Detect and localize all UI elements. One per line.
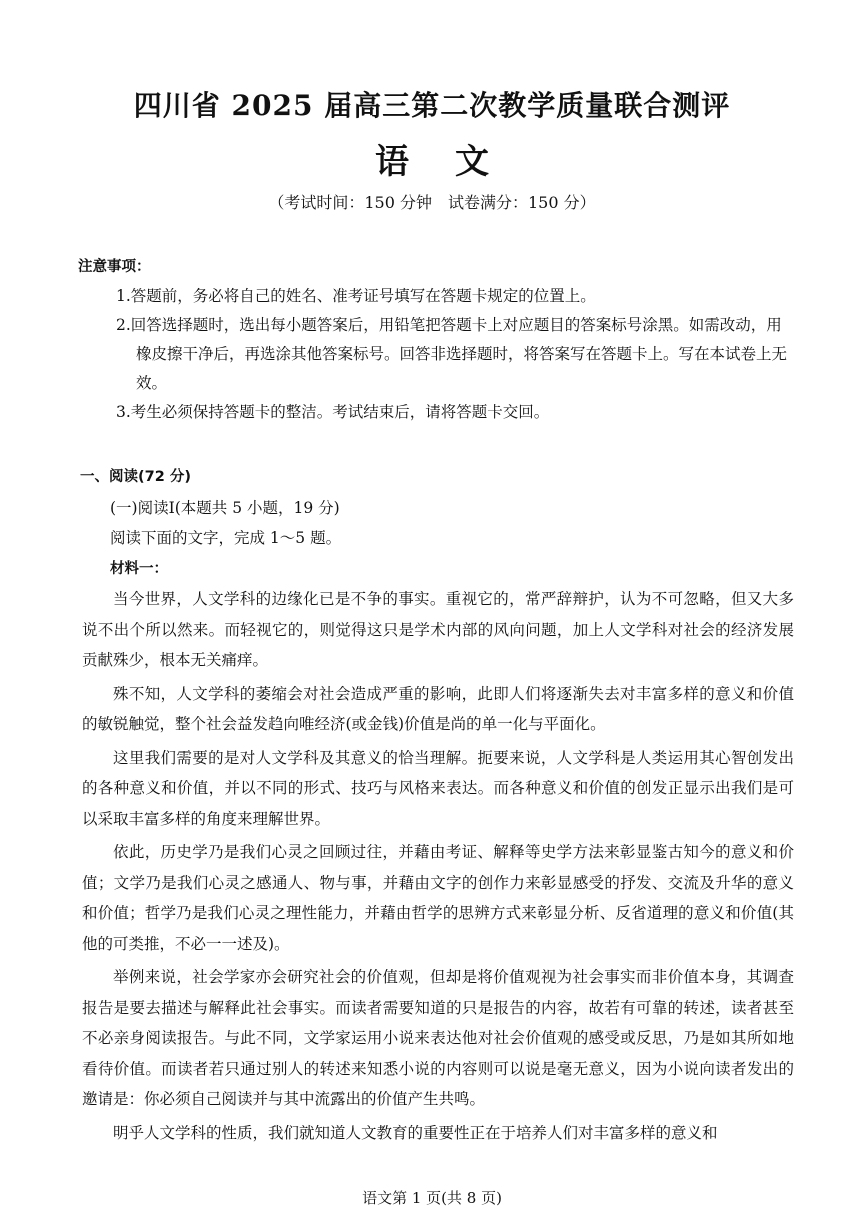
material-paragraph: 当今世界，人文学科的边缘化已是不争的事实。重视它的，常严辞辩护，认为不可忽略，但又大多说不出个所以然来。而轻视它的，则觉得这只是学术内部的风向问题，加上人文学科对社会的经济发展贡献殊少，根本无关痛痒。 xyxy=(82,590,794,669)
notice-item: 1.答题前，务必将自己的姓名、准考证号填写在答题卡规定的位置上。 xyxy=(116,287,596,305)
material-paragraph: 殊不知，人文学科的萎缩会对社会造成严重的影响，此即人们将逐渐失去对丰富多样的意义和价值的敏锐触觉，整个社会益发趋向唯经济(或金钱)价值是尚的单一化与平面化。 xyxy=(82,684,794,733)
section-heading: 一、阅读(72 分) xyxy=(80,469,191,485)
notice-item: 3.考生必须保持答题卡的整洁。考试结束后，请将答题卡交回。 xyxy=(116,403,550,421)
material-paragraph: 明乎人文学科的性质，我们就知道人文教育的重要性正在于培养人们对丰富多样的意义和 xyxy=(113,1123,718,1142)
material-paragraph: 举例来说，社会学家亦会研究社会的价值观，但却是将价值观视为社会事实而非价值本身，其调查报告是要去描述与解释此社会事实。而读者需要知道的只是报告的内容，故若有可靠的转述，读者甚至不必亲身阅读报告。与此不同，文学家运用小说来表达他对社会价值观的感受或反思，乃是如其所如地看待价值。而读者若只通过别人的转述来知悉小说的内容则可以说是毫无意义，因为小说向读者发出的邀请是：你必须自己阅读并与其中流露出的价值产生共鸣。 xyxy=(82,968,794,1108)
material-paragraph: 依此，历史学乃是我们心灵之回顾过往，并藉由考证、解释等史学方法来彰显鉴古知今的意义和价值；文学乃是我们心灵之感通人、物与事，并藉由文字的创作力来彰显感受的抒发、交流及升华的意义和价值；哲学乃是我们心灵之理性能力，并藉由哲学的思辨方式来彰显分析、反省道理的意义和价值(其他的可类推，不必一一述及)。 xyxy=(82,843,794,953)
reading-section xyxy=(82,462,794,1151)
material-label: 材料一： xyxy=(110,560,168,577)
notice-item: 2.回答选择题时，选出每小题答案后，用铅笔把答题卡上对应题目的答案标号涂黑。如需改动，用橡皮擦干净后，再选涂其他答案标号。回答非选择题时，将答案写在答题卡上。写在本试卷上无效。 xyxy=(116,316,788,392)
subject-title: 语文 xyxy=(375,142,535,182)
notice-block xyxy=(78,253,798,427)
material-paragraph: 这里我们需要的是对人文学科及其意义的恰当理解。扼要来说，人文学科是人类运用其心智创发出的各种意义和价值，并以不同的形式、技巧与风格来表达。而各种意义和价值的创发正显示出我们是可以采取丰富多样的角度来理解世界。 xyxy=(82,748,794,828)
section-subheading: (一)阅读Ⅰ(本题共 5 小题，19 分) xyxy=(110,498,340,517)
exam-info: （考试时间：150 分钟 试卷满分：150 分） xyxy=(268,193,596,212)
exam-title: 四川省 2025 届高三第二次教学质量联合测评 xyxy=(133,89,731,122)
page-footer: 语文第 1 页(共 8 页) xyxy=(362,1189,502,1207)
notice-heading: 注意事项： xyxy=(78,259,151,275)
section-instruction: 阅读下面的文字，完成 1～5 题。 xyxy=(110,529,342,547)
